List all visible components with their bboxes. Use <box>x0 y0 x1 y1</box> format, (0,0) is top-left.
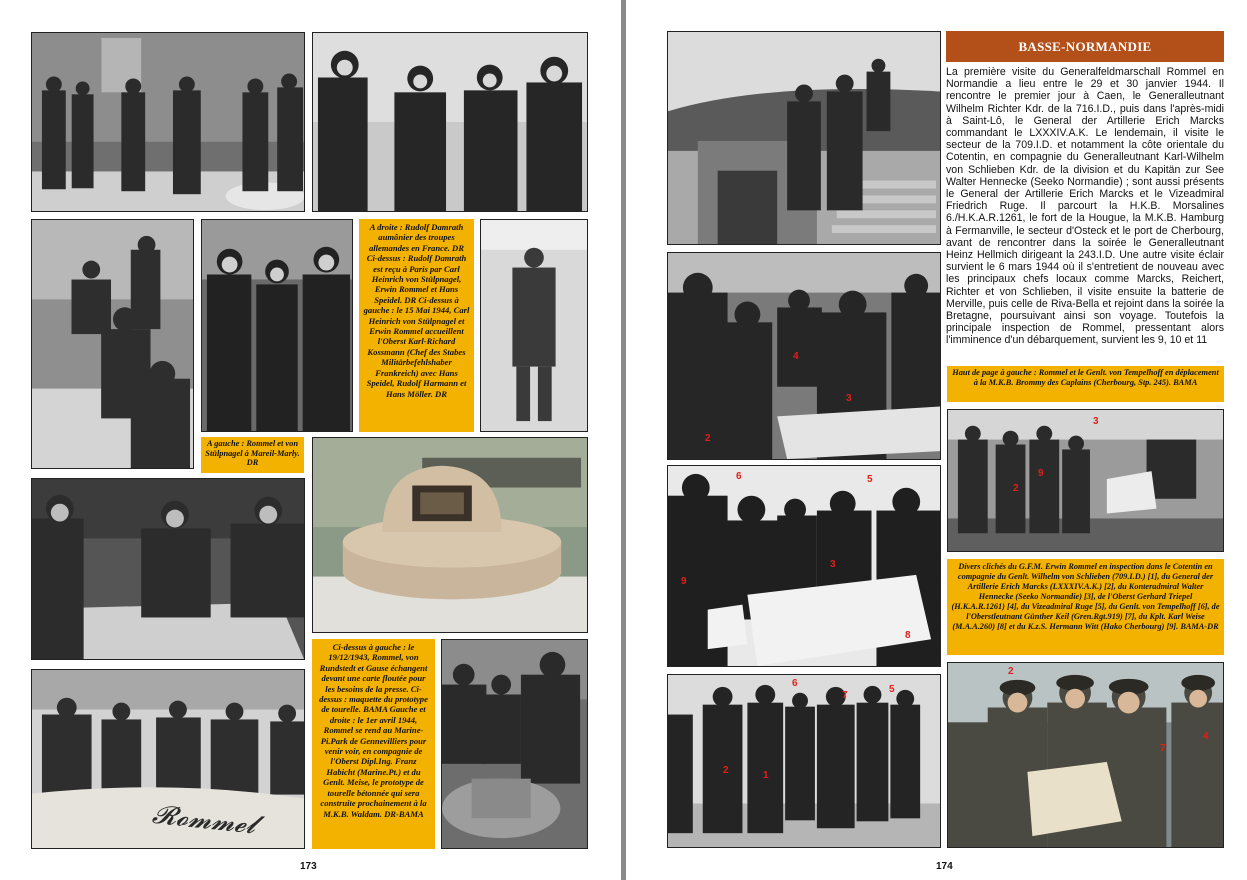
marker-5: 5 <box>889 684 895 695</box>
marker-2: 2 <box>705 433 711 444</box>
photo-unfolded-map <box>667 465 941 667</box>
rommel-signature: 𝓡𝓸𝓶𝓶𝓮𝓵 <box>150 799 258 840</box>
marker-4: 4 <box>1203 731 1209 742</box>
marker-2: 2 <box>1013 483 1019 494</box>
section-title: BASSE-NORMANDIE <box>946 31 1224 62</box>
page-number-right: 174 <box>936 861 953 872</box>
marker-8: 8 <box>905 630 911 641</box>
photo-four-officers <box>312 32 588 212</box>
photo-turret-inspection <box>441 639 588 849</box>
right-page <box>626 0 1247 880</box>
marker-7: 7 <box>842 690 848 701</box>
caption-damrath: A droite : Rudolf Damrath aumônier des troupes allemandes en France. DR Ci-dessus : Rudolf Damrath est reçu à Paris par Carl Heinrich von Stülpnagel, Erwin Rommel et Hans Speidel. DR Ci-dessus à gauche : le 15 Mai 1944, Carl Heinrich von Stülpnagel et Erwin Rommel accueillent l'Oberst Karl-Richard Kossmann (Chef des Stabes Militärbefehlshaber Frankreich) avec Hans Speidel, Rudolf Harmann et Hans Möller. DR <box>359 219 474 432</box>
marker-6: 6 <box>736 471 742 482</box>
photo-officer-standing <box>480 219 588 432</box>
photo-damrath-received <box>201 219 353 432</box>
marker-3: 3 <box>1093 416 1099 427</box>
marker-3: 3 <box>830 559 836 570</box>
photo-seated-officers <box>31 219 194 469</box>
article-body: La première visite du Generalfeldmarschall Rommel en Normandie a lieu entre le 29 et 30 janvier 1944. Il rencontre le premier jour à Caen, le Generalleutnant Wilhelm Richter Kdr. de la 716.I.D., puis dans l'après-midi à Saint-Lô, le General der Artillerie Erich Marcks commandant le LXXXIV.A.K. Le lendemain, il visite le secteur de la 709.I.D. et notamment la côte orientale du Cotentin, en compagnie du Generalleutnant Karl-Wilhelm von Schlieben Kdr. de la division et du Kapitän zur See Walter Hennecke (Seeko Normandie) ; sont aussi présents le General der Artillerie Erich Marcks et le Vizeadmiral Friedrich Ruge. Il parcourt la H.K.B. Morsalines 6./H.K.A.R.1261, le fort de la Hougue, la M.K.B. Hamburg à Fermanville, le secteur d'Osteck et le port de Cherbourg, avant de rencontrer dans la soirée le Generalleutnant Heinz Hellmich dirigeant la 243.I.D. Une autre visite éclair survient le 6 mars 1944 où il s'entretient de nouveau avec les principaux chefs locaux comme Marcks, Reichert, Richter et von Schlieben, il visite ensuite la batterie de Merville, puis celle de Riva-Bella et rejoint dans la soirée la Bretagne, poursuivant ainsi son voyage. Toutefois la principale inspection de Rommel, pressentant alors l'imminence d'un débarquement, survient les 9, 10 et 11 <box>946 66 1224 347</box>
photo-turret-model <box>312 437 588 633</box>
photo-reception-room <box>31 32 305 212</box>
marker-4: 4 <box>793 351 799 362</box>
marker-7: 7 <box>1160 743 1166 754</box>
photo-color-map <box>947 662 1224 848</box>
left-page <box>0 0 621 880</box>
photo-field-inspection <box>947 409 1224 552</box>
marker-2: 2 <box>1008 666 1014 677</box>
photo-map-table <box>31 478 305 660</box>
marker-3: 3 <box>846 393 852 404</box>
marker-1: 1 <box>763 770 769 781</box>
marker-9: 9 <box>1038 468 1044 479</box>
marker-9: 9 <box>681 576 687 587</box>
marker-2: 2 <box>723 765 729 776</box>
photo-rommel-signature <box>31 669 305 849</box>
photo-group-map <box>667 252 941 460</box>
caption-cotentin: Divers clichés du G.F.M. Erwin Rommel en inspection dans le Cotentin en compagnie du Genlt. Wilhelm von Schlieben (709.I.D.) [1], du General der Artillerie Erich Marcks (LXXXIV.A.K.) [2], du Konteradmiral Walter Hennecke (Seeko Normandie) [3], de l'Oberst Gerhard Triepel (H.K.A.R.1261) [4], du Vizeadmiral Ruge [5], du Genlt. von Tempelhoff [6], de l'Oberstleutnant Günther Keil (Gren.Rgt.919) [7], du Kplt. Karl Weise (M.A.A.260) [8] et du K.z.S. Hermann Witt (Hako Cherbourg) [9]. BAMA-DR <box>947 559 1224 655</box>
caption-tourelle: Ci-dessus à gauche : le 19/12/1943, Rommel, von Rundstedt et Gause échangent devant une carte floutée pour les besoins de la presse. Ci-dessus : maquette du prototype de tourelle. BAMA Gauche et droite : le 1er avril 1944, Rommel se rend au Marine-Pi.Park de Gennevilliers pour venir voir, en compagnie de l'Oberst Dipl.Ing. Franz Habicht (Marine.Pt.) et du Genlt. Meise, le prototype de tourelle bétonnée qui sera construite prochainement à la M.K.B. Waldam. DR-BAMA <box>312 639 435 849</box>
caption-tempelhoff: Haut de page à gauche : Rommel et le Genlt. von Tempelhoff en déplacement à la M.K.B. Brommy des Caplains (Cherbourg, Stp. 245). BAMA <box>947 366 1224 402</box>
photo-bunker-steps <box>667 31 941 245</box>
page-number-left: 173 <box>300 861 317 872</box>
caption-stulpnagel: A gauche : Rommel et von Stülpnagel à Mareil-Marly. DR <box>201 437 304 473</box>
marker-6: 6 <box>792 678 798 689</box>
photo-walking-officers <box>667 674 941 848</box>
marker-5: 5 <box>867 474 873 485</box>
